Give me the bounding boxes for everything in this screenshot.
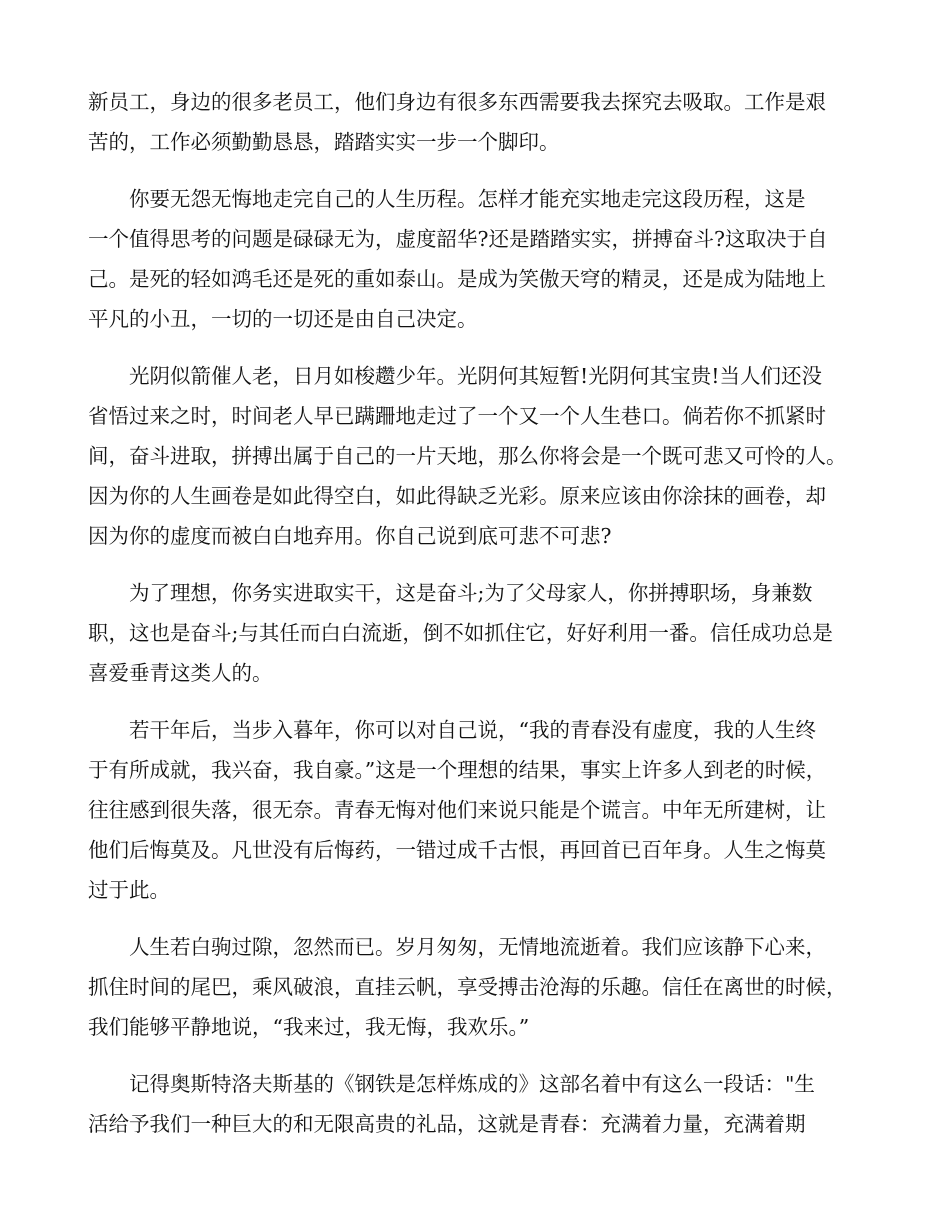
text-line: 人生若白驹过隙，忽然而已。岁月匆匆，无情地流逝着。我们应该静下心来，	[129, 935, 826, 959]
paragraph-5	[88, 710, 862, 910]
text-line: 于有所成就，我兴奋，我自豪。”这是一个理想的结果，事实上许多人到老的时候，	[88, 758, 827, 782]
text-line: 苦的，工作必须勤勤恳恳，踏踏实实一步一个脚印。	[88, 130, 560, 154]
text-line: 间，奋斗进取，拼搏出属于自己的一片天地，那么你将会是一个既可悲又可怜的人。	[88, 444, 847, 468]
text-line: 因为你的虚度而被白白地弃用。你自己说到底可悲不可悲?	[88, 524, 612, 548]
text-line: 一个值得思考的问题是碌碌无为，虚度韶华?还是踏踏实实，拼搏奋斗?这取决于自	[88, 227, 828, 251]
text-line: 往往感到很失落，很无奈。青春无悔对他们来说只能是个谎言。中年无所建树，让	[88, 798, 826, 822]
text-line: 他们后悔莫及。凡世没有后悔药，一错过成千古恨，再回首已百年身。人生之悔莫	[88, 838, 826, 862]
text-line: 平凡的小丑，一切的一切还是由自己决定。	[88, 307, 478, 331]
text-line: 省悟过来之时，时间老人早已蹒跚地走过了一个又一个人生巷口。倘若你不抓紧时	[88, 404, 826, 428]
text-line: 活给予我们一种巨大的和无限高贵的礼品，这就是青春：充满着力量，充满着期	[88, 1112, 806, 1136]
text-line: 记得奥斯特洛夫斯基的《钢铁是怎样炼成的》这部名着中有这么一段话："生	[129, 1072, 815, 1096]
text-line: 因为你的人生画卷是如此得空白，如此得缺乏光彩。原来应该由你涂抹的画卷，却	[88, 484, 826, 508]
paragraph-7	[88, 1064, 862, 1144]
paragraph-4	[88, 573, 862, 693]
text-line: 你要无怨无悔地走完自己的人生历程。怎样才能充实地走完这段历程，这是	[129, 187, 806, 211]
text-line: 为了理想，你务实进取实干，这是奋斗;为了父母家人，你拼搏职场，身兼数	[129, 581, 813, 605]
text-line: 抓住时间的尾巴，乘风破浪，直挂云帆，享受搏击沧海的乐趣。信任在离世的时候，	[88, 975, 847, 999]
text-line: 喜爱垂青这类人的。	[88, 661, 273, 685]
text-line: 若干年后，当步入暮年，你可以对自己说，“我的青春没有虚度，我的人生终	[129, 718, 816, 742]
text-line: 我们能够平静地说，“我来过，我无悔，我欢乐。”	[88, 1015, 530, 1039]
paragraph-6	[88, 927, 862, 1047]
text-line: 光阴似箭催人老，日月如梭趱少年。光阴何其短暂!光阴何其宝贵!当人们还没	[129, 364, 822, 388]
text-line: 职，这也是奋斗;与其任而白白流逝，倒不如抓住它，好好利用一番。信任成功总是	[88, 621, 833, 645]
paragraph-3	[88, 356, 862, 556]
paragraph-1	[88, 82, 862, 162]
text-line: 己。是死的轻如鸿毛还是死的重如泰山。是成为笑傲天穹的精灵，还是成为陆地上	[88, 267, 826, 291]
document-page	[88, 82, 862, 1161]
text-line: 过于此。	[88, 878, 170, 902]
paragraph-2	[88, 179, 862, 339]
text-line: 新员工，身边的很多老员工，他们身边有很多东西需要我去探究去吸取。工作是艰	[88, 90, 826, 114]
